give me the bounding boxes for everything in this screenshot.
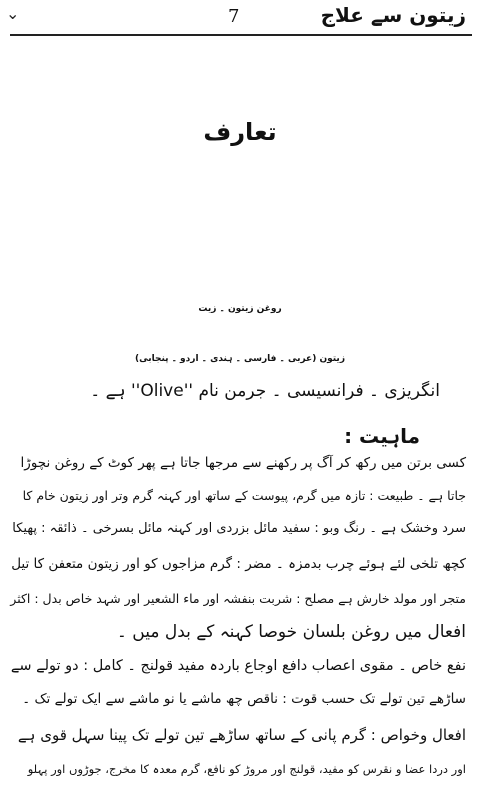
chapter-title: تعارف <box>203 118 277 146</box>
body-line-10: اور دردا عضا و نقرس کو مفید، قولنج اور مروڑ کو نافع، گرم معدہ کا مخرج، جوڑوں اور پہلو <box>27 762 466 776</box>
body-line-7: نفع خاص ۔ مقوی اعصاب دافع اوجاع باردہ مفید قولنج ۔ کامل : دو تولے سے <box>10 658 466 674</box>
body-line-9: افعال وخواص : گرم پانی کے ساتھ ساڑھے تین تولے تک پینا سہل قوی ہے <box>17 726 466 744</box>
header-rule <box>10 34 472 36</box>
body-line-5: متجر اور مولد خارش ہے مصلح : شربت بنفشہ اور ماء الشعیر اور شہد خاص بدل : اکثر <box>10 591 466 606</box>
body-line-3: سرد وخشک ہے ۔ رنگ وبو : سفید مائل بزردی اور کہنہ مائل بسرخی ۔ ذائقہ : پھیکا <box>12 521 466 536</box>
running-title: زیتون سے علاج <box>320 3 466 27</box>
chevron-down-icon: ⌄ <box>6 4 20 23</box>
body-line-8: ساڑھے تین تولے تک حسب قوت : ناقص چھ ماشے یا نو ماشے سے ایک تولے تک ۔ <box>22 691 466 707</box>
body-line-4: کچھ تلخی لئے ہوئے چرب بدمزہ ۔ مضر : گرم مزاجوں کو اور زیتون متعفن کا تیل <box>11 556 466 572</box>
body-line-6: افعال میں روغن بلسان خوصا کہنہ کے بدل میں ۔ <box>116 622 466 642</box>
body-line-1: کسی برتن میں رکھ کر آگ پر رکھنے سے مرجھا جاتا ہے پھر کوٹ کے روغن نچوڑا <box>20 455 466 471</box>
page-header <box>0 0 480 34</box>
names-line-1: زیتون (عربی ۔ فارسی ۔ ہندی ۔ اردو ۔ پنجابی) <box>135 354 345 364</box>
section-title: روغن زیتون ۔ زیت <box>198 304 282 314</box>
mahiyat-heading: ماہیت : <box>344 424 420 448</box>
names-line-2: انگریزی ۔ فرانسیسی ۔ جرمن نام ''Olive'' ہے ۔ <box>90 381 440 401</box>
page-number: 7 <box>228 6 240 27</box>
body-line-2: جاتا ہے ۔ طبیعت : تازہ میں گرم، پیوست کے ساتھ اور کہنہ گرم وتر اور زیتون خام کا <box>22 488 466 503</box>
